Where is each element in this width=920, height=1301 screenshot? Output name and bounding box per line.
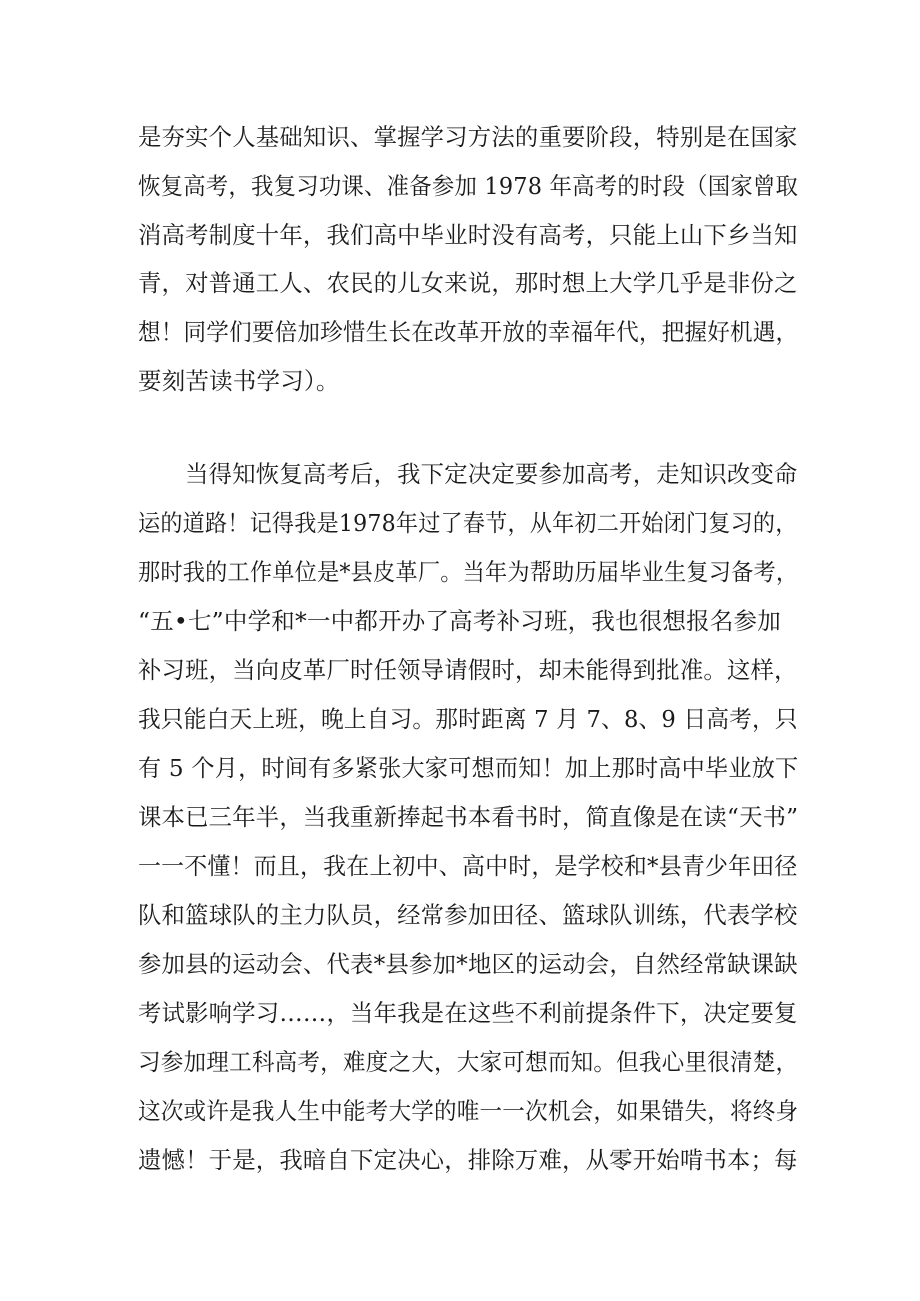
text-line: 考试影响学习……，当年我是在这些不利前提条件下，决定要复 bbox=[138, 999, 798, 1027]
text-line: 那时我的工作单位是*县皮革厂。当年为帮助历届毕业生复习备考， bbox=[138, 558, 799, 586]
text-line: 想！同学们要倍加珍惜生长在改革开放的幸福年代，把握好机遇， bbox=[138, 318, 799, 346]
text-line: 课本已三年半，当我重新捧起书本看书时，简直像是在读“天书” bbox=[138, 803, 799, 831]
text-line: 一一不懂！而且，我在上初中、高中时，是学校和*县青少年田径 bbox=[138, 852, 798, 880]
text-line: 消高考制度十年，我们高中毕业时没有高考，只能上山下乡当知 bbox=[138, 221, 798, 249]
text-line: 习参加理工科高考，难度之大，大家可想而知。但我心里很清楚， bbox=[138, 1048, 799, 1076]
text-line: 青，对普通工人、农民的儿女来说，那时想上大学几乎是非份之 bbox=[138, 269, 798, 297]
text-line: 要刻苦读书学习）。 bbox=[138, 367, 340, 395]
text-line: 参加县的运动会、代表*县参加*地区的运动会，自然经常缺课缺 bbox=[138, 950, 798, 978]
text-line: 当得知恢复高考后，我下定决定要参加高考，走知识改变命 bbox=[138, 460, 798, 488]
text-line: 遗憾！于是，我暗自下定决心，排除万难，从零开始啃书本；每 bbox=[138, 1146, 798, 1174]
text-line: 有 5 个月，时间有多紧张大家可想而知！加上那时高中毕业放下 bbox=[138, 754, 799, 782]
text-line: 运的道路！记得我是1978年过了春节，从年初二开始闭门复习的， bbox=[138, 509, 798, 537]
text-line: 恢复高考，我复习功课、准备参加 1978 年高考的时段（国家曾取 bbox=[138, 172, 799, 200]
text-line: 我只能白天上班，晚上自习。那时距离 7 月 7、8、9 日高考，只 bbox=[138, 705, 798, 733]
text-line: 补习班，当向皮革厂时任领导请假时，却未能得到批准。这样， bbox=[138, 656, 798, 684]
text-line: “五•七”中学和*一中都开办了高考补习班，我也很想报名参加 bbox=[138, 607, 781, 635]
text-line: 这次或许是我人生中能考大学的唯一一次机会，如果错失，将终身 bbox=[138, 1097, 799, 1125]
text-line: 队和篮球队的主力队员，经常参加田径、篮球队训练，代表学校 bbox=[138, 901, 798, 929]
text-line: 是夯实个人基础知识、掌握学习方法的重要阶段，特别是在国家 bbox=[138, 123, 798, 151]
